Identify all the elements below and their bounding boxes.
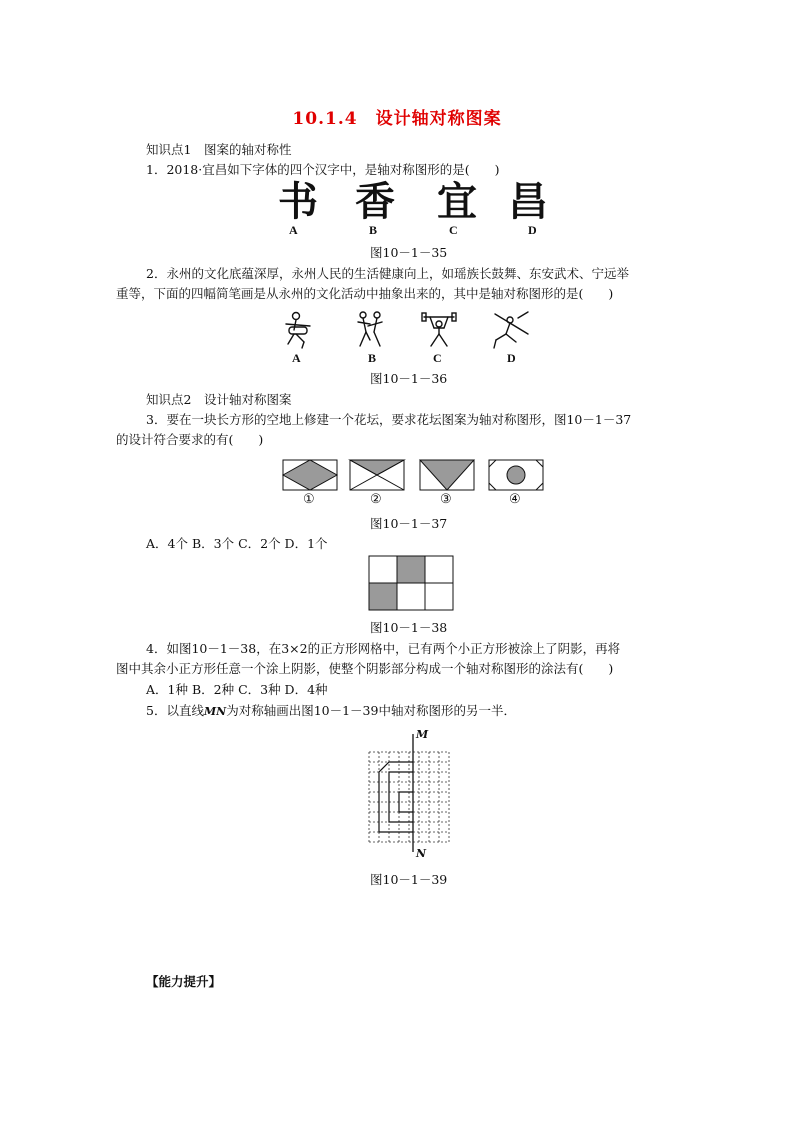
design-label-2: ② <box>370 492 382 507</box>
design-label-1: ① <box>303 492 315 507</box>
flowerbed-designs-37 <box>280 458 550 494</box>
figure-caption-35: 图10－1－35 <box>370 245 448 260</box>
grid-figure-39 <box>365 730 465 858</box>
option-a-label: A <box>289 223 298 237</box>
design-2 <box>350 460 404 490</box>
section-heading-2: 知识点2 设计轴对称图案 <box>146 392 292 407</box>
question-1-text: 1．2018·宜昌如下字体的四个汉字中，是轴对称图形的是( ) <box>146 162 500 177</box>
stick-figures-36 <box>278 310 548 350</box>
option-d-label: D <box>528 223 537 237</box>
option-b-label-36: B <box>368 351 377 365</box>
question-4-choices: A．1种 B．2种 C．3种 D．4种 <box>146 682 328 697</box>
question-2-line-1: 2．永州的文化底蕴深厚，永州人民的生活健康向上，如瑶族长鼓舞、东安武术、宁远举 <box>146 266 629 281</box>
stick-figure-d <box>494 312 528 348</box>
option-a-char: 书 <box>278 179 318 225</box>
figure-caption-38: 图10－1－38 <box>370 620 448 635</box>
option-b-char: 香 <box>355 179 395 225</box>
question-4-line-1: 4．如图10－1－38，在3×2的正方形网格中，已有两个小正方形被涂上了阴影，再将 <box>146 641 621 656</box>
question-5-suffix: 为对称轴画出图10－1－39中轴对称图形的另一半． <box>226 703 516 718</box>
half-figure <box>379 762 413 832</box>
shaded-cell-top-middle <box>397 556 425 583</box>
page-title: 10.1.4 设计轴对称图案 <box>292 109 502 129</box>
question-3-line-2: 的设计符合要求的有( ) <box>116 432 264 447</box>
design-label-3: ③ <box>440 492 452 507</box>
shaded-cell-bottom-left <box>369 583 397 610</box>
ability-heading: 【能力提升】 <box>146 974 222 989</box>
grid-figure-38 <box>368 555 456 613</box>
design-3 <box>420 460 474 490</box>
dotted-grid <box>369 752 449 842</box>
question-3-choices: A．4个 B．3个 C．2个 D．1个 <box>146 536 328 551</box>
axis-label-n: N <box>416 847 427 860</box>
question-3-line-1: 3．要在一块长方形的空地上修建一个花坛，要求花坛图案为轴对称图形，图10－1－37 <box>146 412 632 427</box>
axis-label-mn: MN <box>203 705 227 718</box>
option-a-label-36: A <box>292 351 301 365</box>
design-4 <box>489 460 543 490</box>
figure-caption-36: 图10－1－36 <box>370 371 448 386</box>
option-d-char: 昌 <box>508 179 548 225</box>
option-b-label: B <box>369 223 378 237</box>
section-heading-1: 知识点1 图案的轴对称性 <box>146 142 292 157</box>
design-1 <box>283 460 337 490</box>
axis-label-m: M <box>416 728 429 741</box>
stick-figure-b <box>358 312 382 346</box>
question-4-line-2: 图中其余小正方形任意一个涂上阴影，使整个阴影部分构成一个轴对称图形的涂法有( ) <box>116 661 614 676</box>
option-c-char: 宜 <box>437 179 477 225</box>
figure-caption-39: 图10－1－39 <box>370 872 448 887</box>
question-2-line-2: 重等，下面的四幅简笔画是从永州的文化活动中抽象出来的，其中是轴对称图形的是( ) <box>116 286 614 301</box>
question-5-text <box>146 701 516 722</box>
option-c-label: C <box>449 223 458 237</box>
stick-figure-a <box>286 313 310 349</box>
option-d-label-36: D <box>507 351 516 365</box>
question-5-prefix: 5．以直线 <box>146 703 204 718</box>
stick-figure-c <box>422 313 456 346</box>
design-label-4: ④ <box>509 492 521 507</box>
option-c-label-36: C <box>433 351 442 365</box>
figure-caption-37: 图10－1－37 <box>370 516 448 531</box>
